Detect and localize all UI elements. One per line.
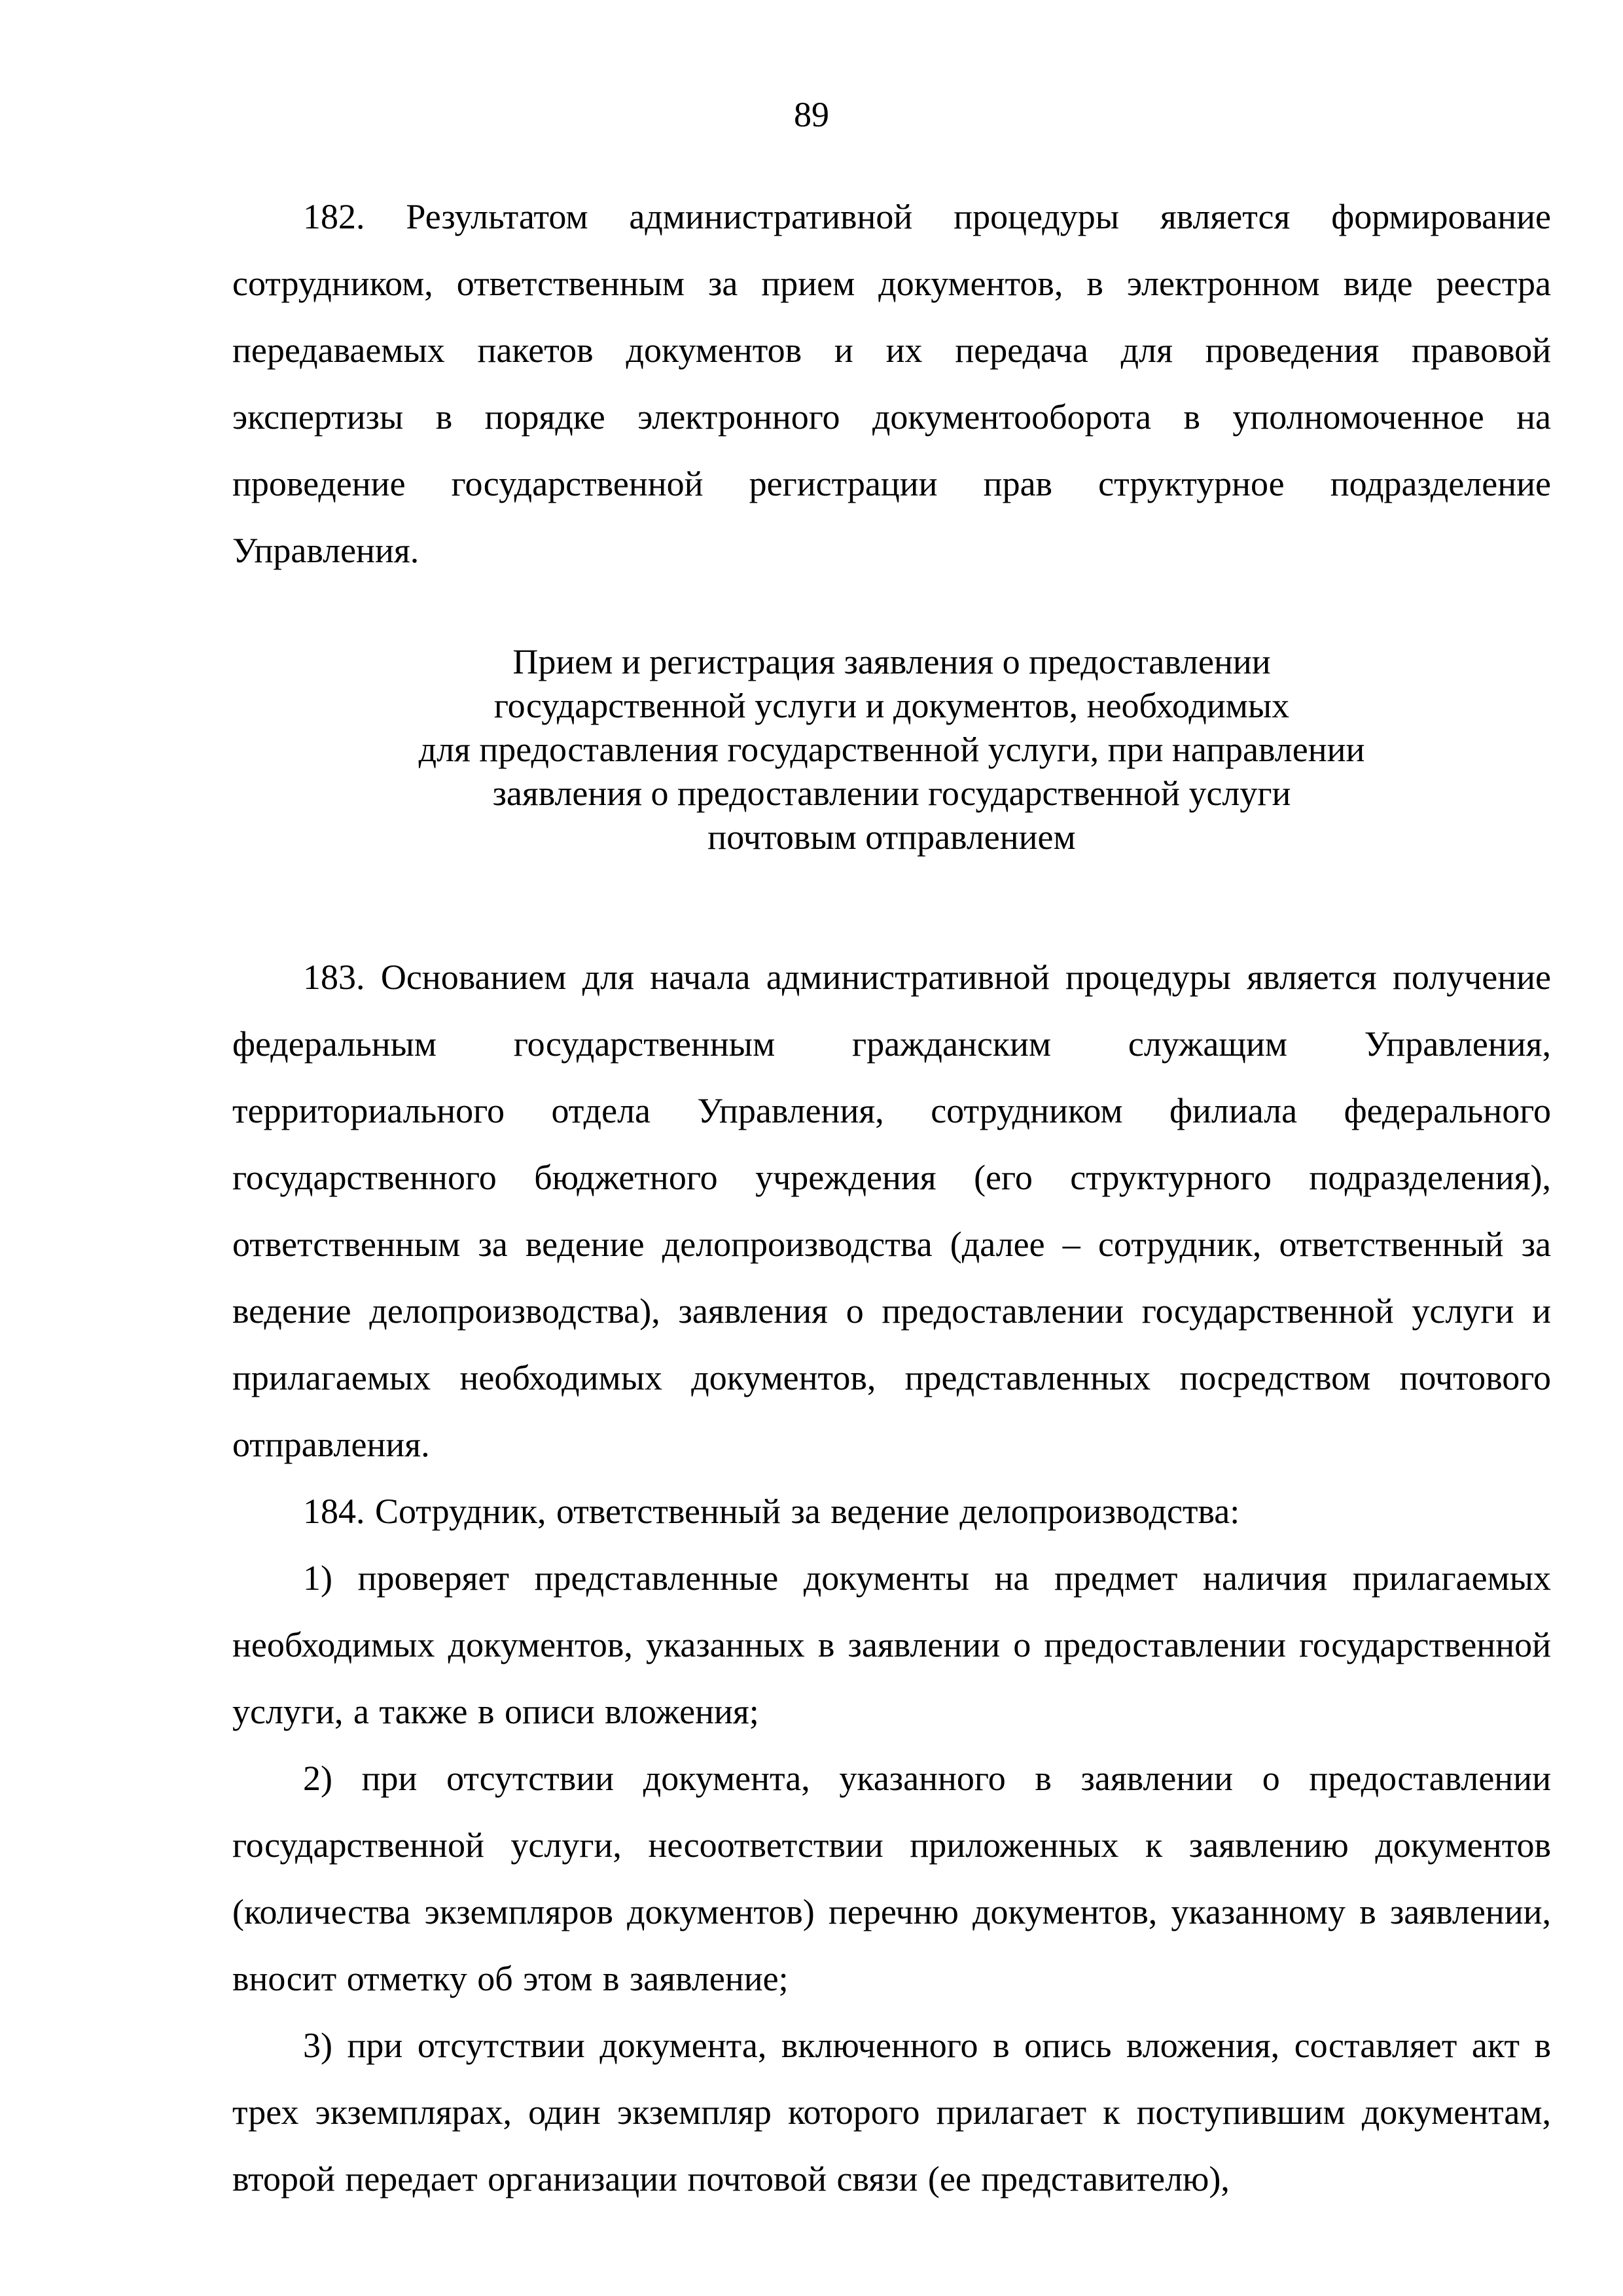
section-heading-line: почтовым отправлением: [707, 817, 1076, 857]
list-item-2: 2) при отсутствии документа, указанного в заявлении о предоставлении государственной услуги, несоответствии приложенных к заявлению документов (количества экземпляров документов) перечню документов, указанному в заявлении, вносит отметку об этом в заявление;: [232, 1759, 1551, 1998]
text-block-main: [232, 944, 1551, 2212]
section-heading-line: для предоставления государственной услуги, при направлении: [418, 730, 1365, 769]
paragraph-184: 184. Сотрудник, ответственный за ведение делопроизводства:: [303, 1492, 1240, 1531]
section-heading-line: Прием и регистрация заявления о предоставлении: [512, 642, 1271, 681]
section-heading-line: государственной услуги и документов, необходимых: [493, 686, 1290, 725]
paragraph-182: 182. Результатом административной процедуры является формирование сотрудником, ответственным за прием документов, в электронном виде реестра передаваемых пакетов документов и их передача для проведения правовой экспертизы в порядке электронного документооборота в уполномоченное на проведение государственной регистрации прав структурное подразделение Управления.: [232, 197, 1551, 570]
paragraph-183: 183. Основанием для начала административной процедуры является получение федеральным государственным гражданским служащим Управления, территориального отдела Управления, сотрудником филиала федерального государственного бюджетного учреждения (его структурного подразделения), ответственным за ведение делопроизводства (далее – сотрудник, ответственный за ведение делопроизводства), заявления о предоставлении государственной услуги и прилагаемых необходимых документов, представленных посредством почтового отправления.: [232, 958, 1551, 1464]
section-heading: [232, 640, 1551, 859]
list-item-3: 3) при отсутствии документа, включенного в опись вложения, составляет акт в трех экземплярах, один экземпляр которого прилагает к поступившим документам, второй передает организации почтовой связи (ее представителю),: [232, 2026, 1551, 2198]
list-item-1: 1) проверяет представленные документы на предмет наличия прилагаемых необходимых документов, указанных в заявлении о предоставлении государственной услуги, а также в описи вложения;: [232, 1558, 1551, 1731]
page-number: 89: [794, 95, 829, 134]
section-heading-line: заявления о предоставлении государственной услуги: [492, 774, 1291, 813]
text-block-top: [232, 183, 1551, 584]
